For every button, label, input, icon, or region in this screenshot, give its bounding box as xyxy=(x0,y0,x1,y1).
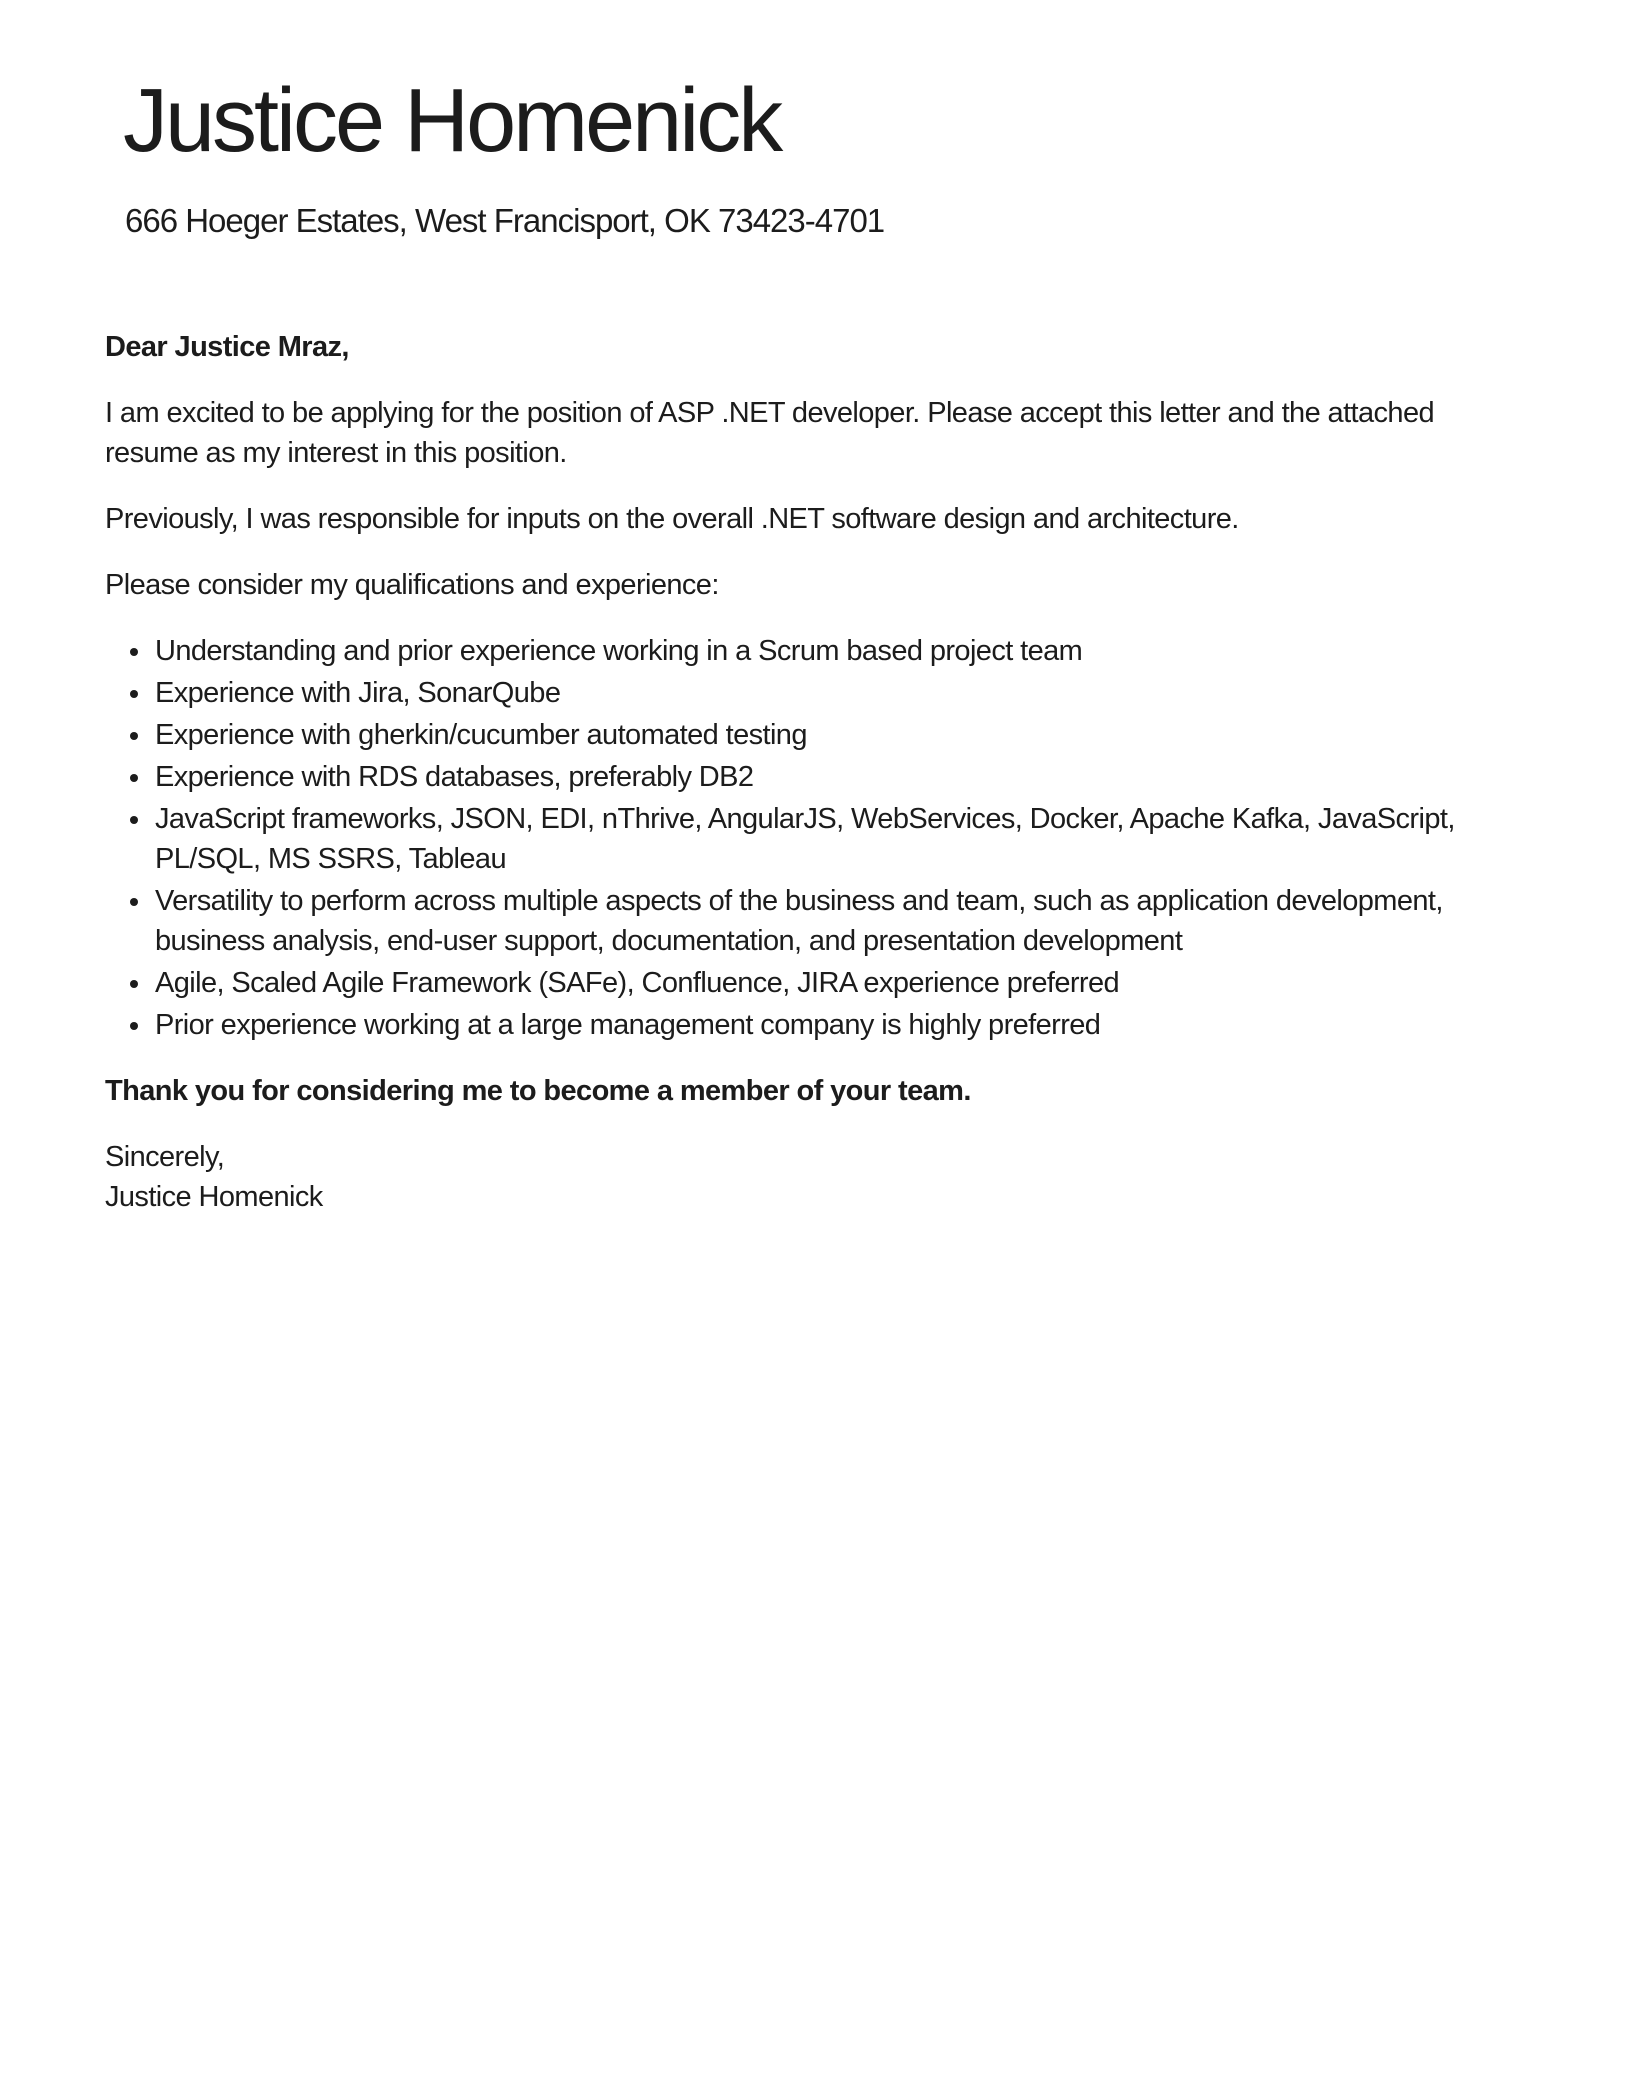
thank-you-line: Thank you for considering me to become a member of your team. xyxy=(105,1074,971,1107)
signature-name: Justice Homenick xyxy=(105,1180,323,1213)
qualifications-list xyxy=(105,631,1527,1045)
paragraph-intro: I am excited to be applying for the position of ASP .NET developer. Please accept this letter and the attached resume as my interest in this position. xyxy=(105,396,1435,469)
qualification-item: • Agile, Scaled Agile Framework (SAFe), Confluence, JIRA experience preferred xyxy=(153,963,1527,1003)
applicant-name: Justice Homenick xyxy=(123,71,781,171)
qualification-item: • JavaScript frameworks, JSON, EDI, nThrive, AngularJS, WebServices, Docker, Apache Kafka, JavaScript, PL/SQL, MS SSRS, Tableau xyxy=(153,799,1527,879)
closing-salutation: Sincerely, xyxy=(105,1140,225,1173)
salutation: Dear Justice Mraz, xyxy=(105,330,349,363)
qualification-item: • Experience with Jira, SonarQube xyxy=(153,673,1527,713)
letter-body xyxy=(105,327,1527,1217)
paragraph-qualifications-lead: Please consider my qualifications and experience: xyxy=(105,568,719,601)
letter-header xyxy=(105,71,1527,241)
qualification-item: • Experience with gherkin/cucumber automated testing xyxy=(153,715,1527,755)
paragraph-previous-role: Previously, I was responsible for inputs on the overall .NET software design and architecture. xyxy=(105,502,1239,535)
applicant-address: 666 Hoeger Estates, West Francisport, OK 73423-4701 xyxy=(125,201,885,239)
qualification-item: • Understanding and prior experience working in a Scrum based project team xyxy=(153,631,1527,671)
qualification-item: • Experience with RDS databases, preferably DB2 xyxy=(153,757,1527,797)
qualification-item: • Versatility to perform across multiple aspects of the business and team, such as application development, business analysis, end-user support, documentation, and presentation development xyxy=(153,881,1527,961)
qualification-item: • Prior experience working at a large management company is highly preferred xyxy=(153,1005,1527,1045)
closing-block xyxy=(105,1137,1527,1217)
